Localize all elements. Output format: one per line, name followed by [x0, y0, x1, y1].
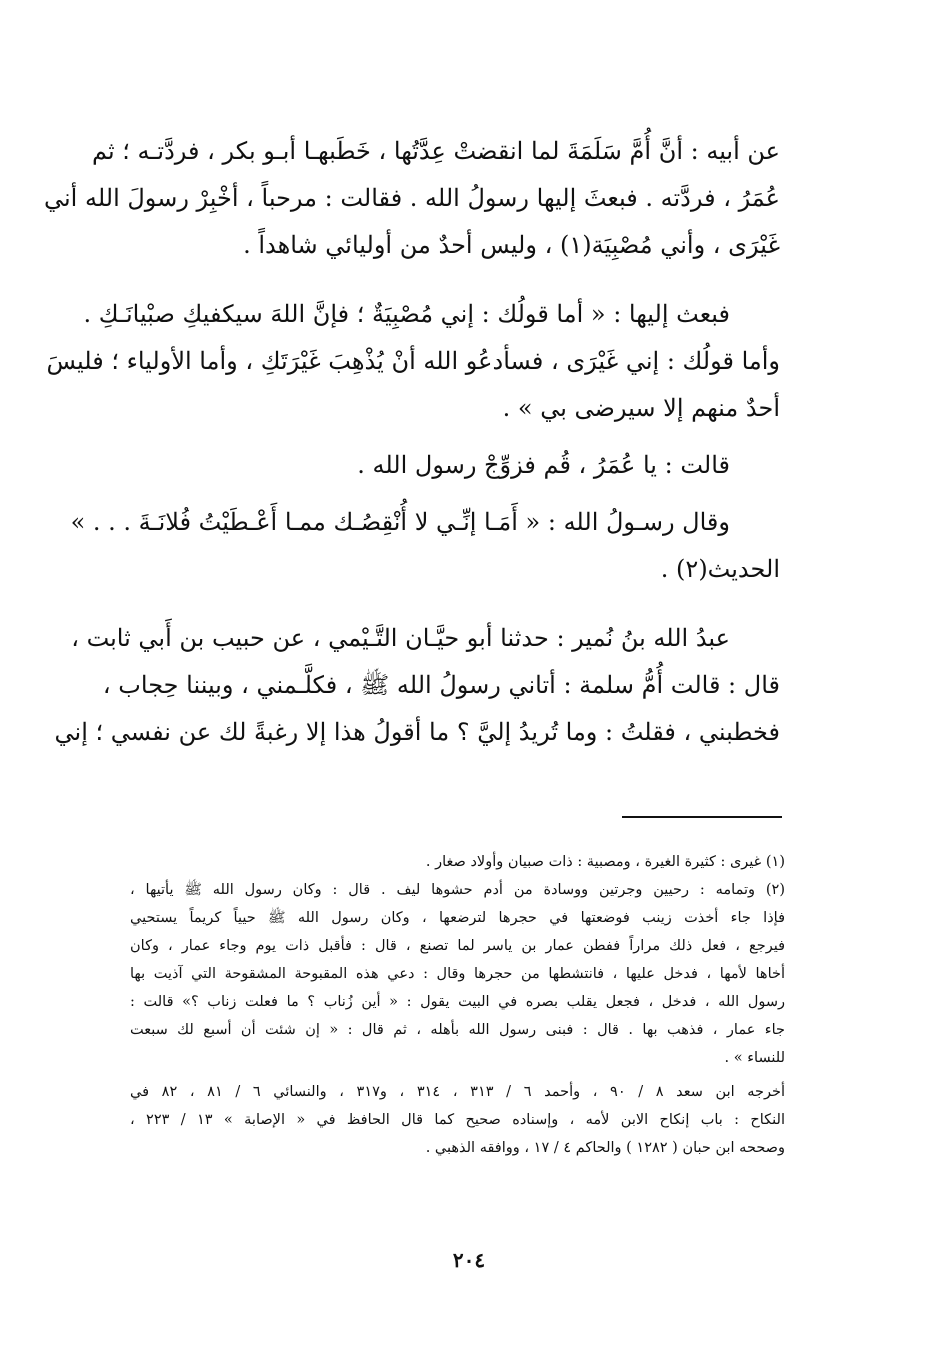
page-number: ٢٠٤ — [452, 1248, 486, 1272]
footnote-2-line: جاء عمار ، فذهب بها . قال : فبنى رسول الله بأهله ، ثم قال : « إن شئت أن أسبع لك سبعت — [130, 1022, 785, 1038]
text-line: عبدُ الله بنُ نُمير : حدثنا أبو حيَّـان التَّـيْمي ، عن حبيب بن أَبي ثابت ، — [71, 624, 730, 652]
text-line: عُمَرُ ، فردَّته . فبعثَ إليها رسولُ الله . فقالت : مرحباً ، أخْبِرْ رسولَ الله أني — [43, 184, 780, 212]
footnote-2-line: فيرجع ، فعل ذلك مراراً ففطن عمار بن ياسر لما تصنع ، قال : فأقبل ذات يوم وجاء عمار ، وكان — [130, 938, 785, 954]
text-line: وأما قولُك : إني غَيْرَى ، فسأدعُو الله أنْ يُذْهِبَ غَيْرَتَكِ ، وأما الأولياء ؛ فليسَ — [46, 347, 780, 375]
text-line: عن أبيه : أنَّ أُمَّ سَلَمَةَ لما انقضتْ عِدَّتُها ، خَطَبهـا أبـو بكر ، فردَّتـه ؛ ثم — [91, 137, 780, 165]
footnote-2-line: رسول الله ، فدخل ، فجعل يقلب بصره في البيت يقول : « أين زُناب ؟ ما فعلت زناب ؟» قالت : — [130, 994, 785, 1010]
text-line: قالت : يا عُمَرُ ، قُم فزوِّجْ رسول الله . — [357, 451, 730, 479]
footnote-2-line: (٢) وتمامه : رحيين وجرتين ووسادة من أدم حشوها ليف . قال : وكان رسول الله ﷺ يأتيها ، — [130, 882, 785, 898]
source-line: وصححه ابن حبان ( ١٢٨٢ ) والحاكم ٤ / ١٧ ، ووافقه الذهبي . — [425, 1140, 785, 1156]
footnote-2-line: للنساء » . — [724, 1050, 785, 1066]
text-line: الحديث(٢) . — [660, 555, 780, 583]
text-line: غَيْرَى ، وأني مُصْبِيَة(١) ، وليس أحدٌ من أوليائي شاهداً . — [243, 231, 780, 259]
text-line: فخطبني ، فقلتُ : وما تُريدُ إليَّ ؟ ما أقولُ هذا إلا رغبةً لك عن نفسي ؛ إني — [54, 718, 780, 746]
footnote-2-line: فإذا جاء أخذت زينب فوضعتها في حجرها لترضعها ، وكان رسول الله ﷺ حيياً كريماً يستحيي — [130, 910, 785, 926]
text-line: وقال رسـولُ الله : « أَمَـا إنِّـي لا أُنْقِصُـك ممـا أَعْـطَيْتُ فُلانَـةَ . . . » — [70, 508, 730, 536]
main-text — [43, 128, 780, 756]
footnotes — [130, 848, 785, 1162]
source-line: النكاح : باب إنكاح الابن لأمه ، وإسناده صحيح كما قال الحافظ في « الإصابة » ١٣ / ٢٢٣ ، — [130, 1112, 785, 1128]
text-line: قال : قالت أُمُّ سلمة : أتاني رسولُ الله ﷺ ، فكلَّـمني ، وبيننا حِجاب ، — [102, 671, 780, 699]
text-line: فبعث إليها : « أما قولُك : إني مُصْبِيَةٌ ؛ فإنَّ اللهَ سيكفيكِ صبْيانَـكِ . — [83, 300, 730, 328]
footnote-1: (١) غيرى : كثيرة الغيرة ، ومصبية : ذات صبيان وأولاد صغار . — [425, 854, 785, 870]
text-line: أحدٌ منهم إلا سيرضى بي » . — [502, 394, 780, 422]
footnote-separator — [622, 816, 782, 818]
source-line: أخرجه ابن سعد ٨ / ٩٠ ، وأحمد ٦ / ٣١٣ ، ٣١٤ ، و٣١٧ ، والنسائي ٦ / ٨١ ، ٨٢ في — [130, 1084, 786, 1100]
footnote-2-line: أخاها لأمها ، فدخل عليها ، فانتشطها من حجرها وقال : دعي هذه المقبوحة المشقوحة التي آذيت بها — [130, 966, 785, 982]
